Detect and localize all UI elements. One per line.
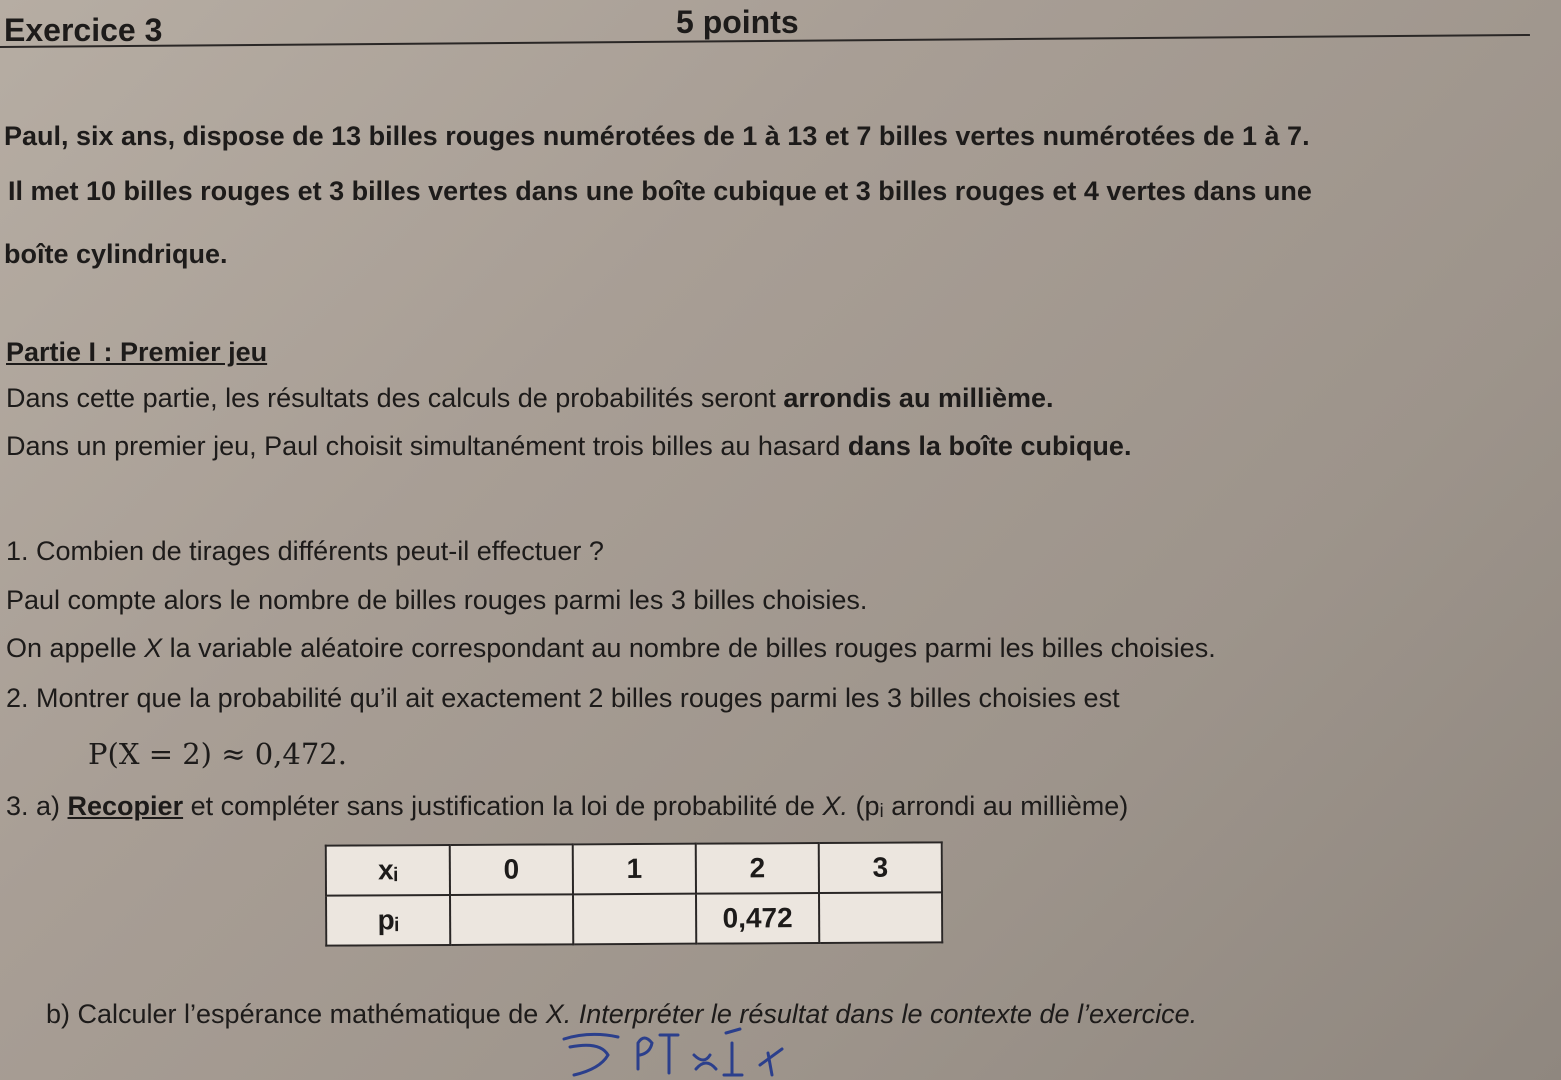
question-3a-tail: (pᵢ arrondi au millième)	[847, 791, 1129, 821]
table-cell	[819, 892, 942, 943]
variable-x: X	[144, 633, 163, 663]
question-2: 2. Montrer que la probabilité qu’il ait exactement 2 billes rouges parmi les 3 billes choisies est	[6, 683, 1120, 713]
partie-line-1-text: Dans cette partie, les résultats des calculs de probabilités seront	[6, 383, 784, 413]
question-3b-italic: X. Interpréter le résultat dans le contexte de l’exercice.	[545, 999, 1198, 1029]
table-cell: pᵢ	[326, 895, 450, 946]
partie-line-2-text: Dans un premier jeu, Paul choisit simultanément trois billes au hasard	[6, 431, 848, 461]
paragraph-2-a: On appelle	[6, 633, 145, 663]
question-3a-number: 3. a)	[6, 791, 68, 821]
intro-line-2: Il met 10 billes rouges et 3 billes vertes dans une boîte cubique et 3 billes rouges et 4 vertes dans une	[8, 176, 1312, 206]
table-cell: 2	[696, 843, 819, 894]
table-cell: 0	[450, 844, 573, 895]
question-3a	[6, 790, 1128, 822]
table-cell: 3	[819, 842, 942, 893]
exercise-title: Exercice 3	[4, 12, 163, 48]
probability-formula: P(X = 2) ≈ 0,472.	[88, 737, 347, 771]
question-1: 1. Combien de tirages différents peut-il effectuer ?	[6, 536, 604, 566]
recopier-keyword: Recopier	[67, 791, 184, 821]
table-row	[326, 892, 942, 945]
partie-title: Partie I : Premier jeu	[6, 337, 268, 367]
question-3a-text: et compléter sans justification la loi de probabilité de	[183, 791, 823, 821]
table-cell	[450, 894, 573, 945]
intro-line-3: boîte cylindrique.	[4, 239, 228, 269]
probability-table	[325, 841, 944, 946]
paragraph-2	[6, 632, 1216, 664]
question-3b-text: b) Calculer l’espérance mathématique de	[46, 999, 546, 1029]
partie-line-2	[6, 430, 1131, 462]
partie-line-2-bold: dans la boîte cubique.	[847, 431, 1132, 461]
question-3a-variable: X.	[822, 791, 848, 821]
table-cell: xᵢ	[326, 845, 450, 896]
partie-line-1-bold: arrondis au millième.	[783, 383, 1054, 413]
table-cell	[573, 894, 696, 945]
exercise-points: 5 points	[676, 4, 799, 40]
table-cell: 1	[573, 844, 696, 895]
partie-line-1	[6, 382, 1054, 414]
paragraph-2-b: la variable aléatoire correspondant au nombre de billes rouges parmi les billes choisies.	[162, 633, 1216, 663]
table-cell: 0,472	[696, 893, 819, 944]
table-row	[326, 842, 942, 895]
handwriting-scribble	[560, 1025, 830, 1080]
intro-line-1: Paul, six ans, dispose de 13 billes rouges numérotées de 1 à 13 et 7 billes vertes numérotées de 1 à 7.	[4, 121, 1310, 151]
paragraph-1: Paul compte alors le nombre de billes rouges parmi les 3 billes choisies.	[6, 585, 868, 615]
